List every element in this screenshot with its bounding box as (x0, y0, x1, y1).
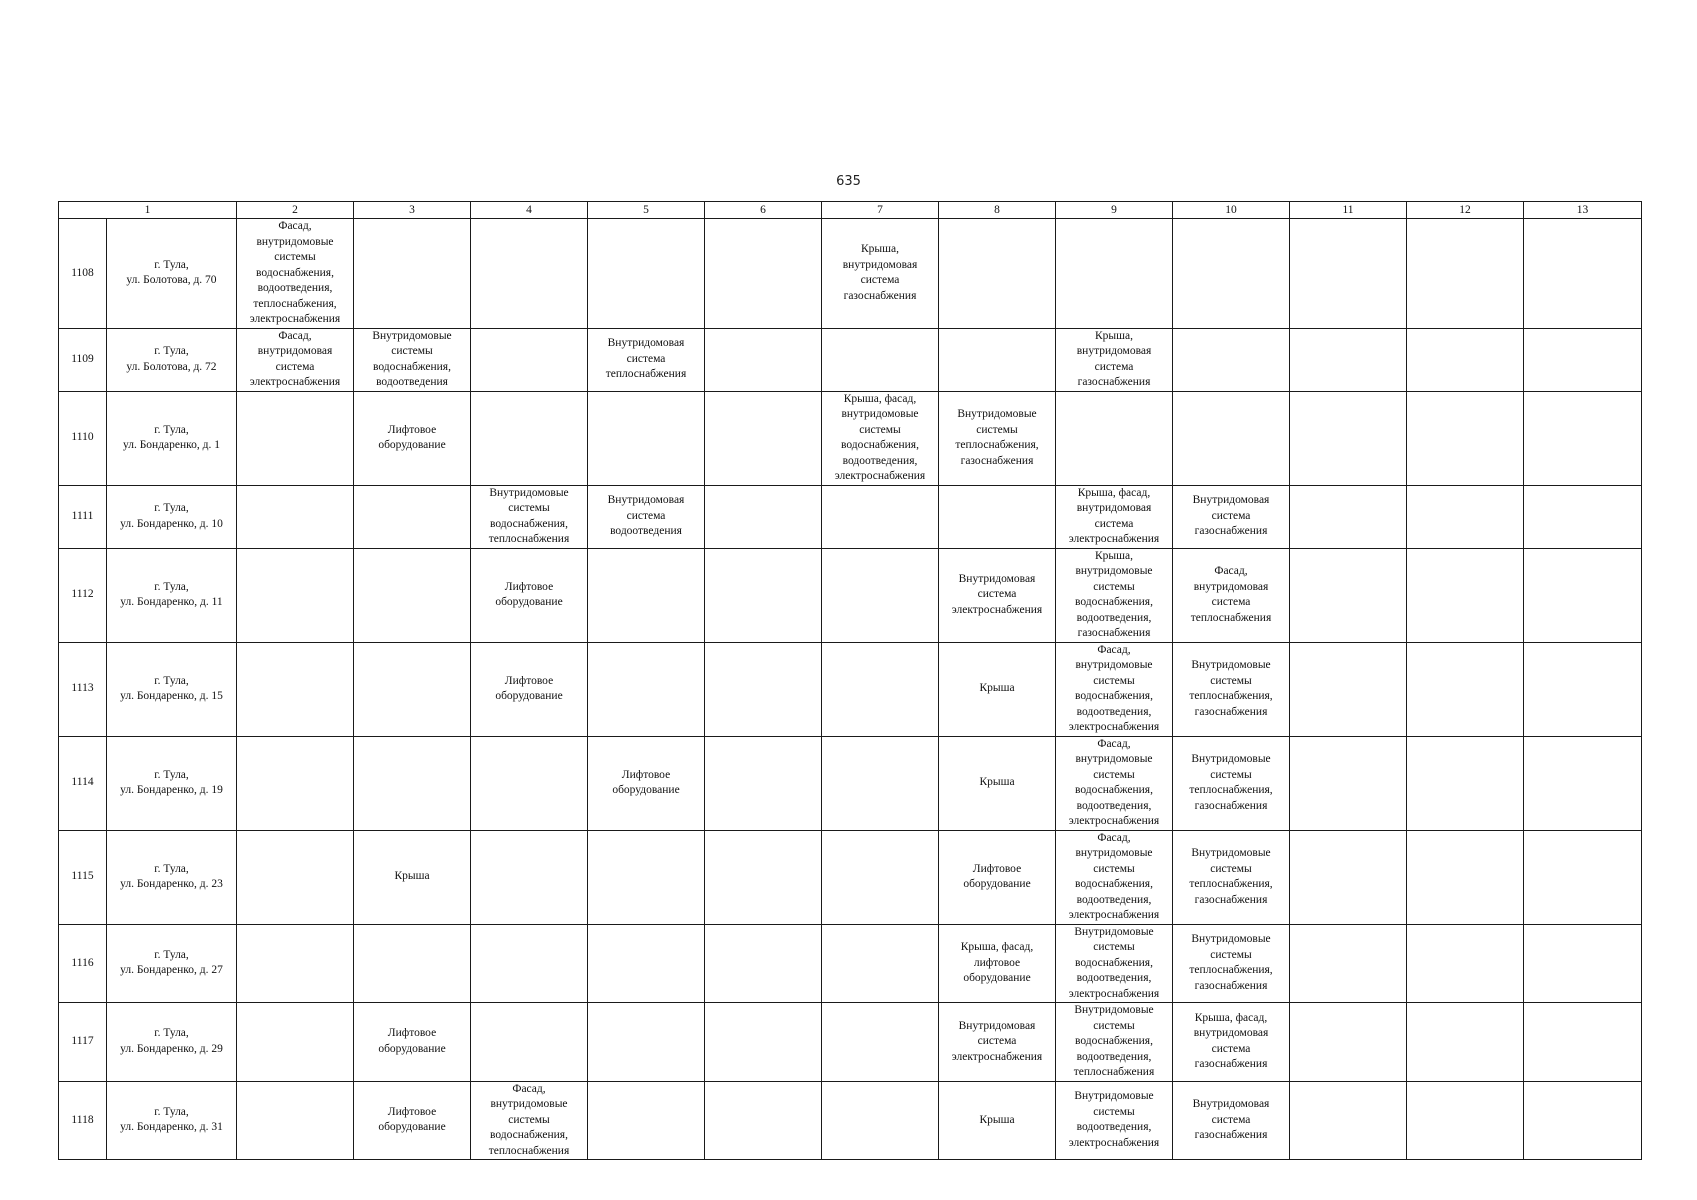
row-number-cell (59, 924, 107, 1003)
work-type-cell (1407, 391, 1524, 485)
work-type-cell (237, 736, 354, 830)
work-type-cell (471, 548, 588, 642)
cell-text: Внутридомовые системы водоснабжения, водоотведения, электроснабжения (1068, 925, 1160, 1000)
cell-text: Лифтовое оборудование (495, 580, 563, 608)
work-type-cell (939, 548, 1056, 642)
work-type-cell (354, 1081, 471, 1160)
work-type-cell (705, 485, 822, 548)
address-cell (107, 548, 237, 642)
cell-text: Крыша (979, 1113, 1015, 1126)
cell-text: Внутридомовые системы водоотведения, электроснабжения (1068, 1090, 1160, 1149)
work-type-cell (1524, 391, 1642, 485)
work-type-cell (471, 485, 588, 548)
work-type-cell (822, 924, 939, 1003)
table-row (59, 1081, 1642, 1160)
work-type-cell (354, 485, 471, 548)
work-type-cell (1524, 1081, 1642, 1160)
cell-text: г. Тула, ул. Бондаренко, д. 10 (120, 502, 223, 530)
work-type-cell (1407, 328, 1524, 391)
cell-text: г. Тула, ул. Бондаренко, д. 31 (120, 1105, 223, 1134)
work-type-cell (354, 1003, 471, 1082)
cell-text: Фасад, внутридомовые системы водоснабжения, водоотведения, электроснабжения (1068, 737, 1160, 827)
cell-text: Крыша (394, 870, 430, 883)
work-type-cell (237, 485, 354, 548)
work-type-cell (471, 736, 588, 830)
table-row (59, 548, 1642, 642)
cell-text: Фасад, внутридомовая система теплоснабжения (1190, 565, 1272, 624)
work-type-cell (822, 219, 939, 329)
work-type-cell (1524, 328, 1642, 391)
cell-text: 1115 (71, 870, 94, 883)
work-type-cell (1524, 1003, 1642, 1082)
work-type-cell (1524, 548, 1642, 642)
work-type-cell (822, 1003, 939, 1082)
cell-text: г. Тула, ул. Болотова, д. 70 (126, 258, 217, 287)
work-type-cell (1524, 485, 1642, 548)
column-header: 1 (59, 202, 237, 219)
column-header: 10 (1173, 202, 1290, 219)
cell-text: Лифтовое оборудование (495, 674, 563, 702)
work-type-cell (1056, 924, 1173, 1003)
work-type-cell (1407, 830, 1524, 924)
work-type-cell (1173, 830, 1290, 924)
address-cell (107, 328, 237, 391)
row-number-cell (59, 642, 107, 736)
cell-text: Крыша, внутридомовая система газоснабжения (842, 243, 918, 302)
work-type-cell (1290, 485, 1407, 548)
work-type-cell (939, 219, 1056, 329)
address-cell (107, 830, 237, 924)
work-type-cell (1524, 736, 1642, 830)
work-type-cell (354, 642, 471, 736)
cell-text: 1110 (71, 431, 94, 444)
cell-text: г. Тула, ул. Бондаренко, д. 1 (122, 423, 221, 451)
column-header: 4 (471, 202, 588, 219)
cell-text: Внутридомовые системы водоснабжения, водоотведения, теплоснабжения (1073, 1004, 1155, 1078)
work-type-cell (822, 1081, 939, 1160)
work-type-cell (1056, 391, 1173, 485)
cell-text: Внутридомовая система электроснабжения (951, 1019, 1043, 1063)
work-type-cell (1524, 219, 1642, 329)
work-type-cell (939, 830, 1056, 924)
work-type-cell (822, 485, 939, 548)
work-type-cell (822, 830, 939, 924)
cell-text: Крыша, внутридомовые системы водоснабжения, водоотведения, газоснабжения (1075, 549, 1153, 639)
cell-text: г. Тула, ул. Бондаренко, д. 29 (120, 1027, 223, 1055)
row-number-cell (59, 485, 107, 548)
row-number-cell (59, 736, 107, 830)
table-row (59, 485, 1642, 548)
work-type-cell (822, 736, 939, 830)
table-row (59, 1003, 1642, 1082)
work-type-cell (1524, 924, 1642, 1003)
table-row (59, 391, 1642, 485)
cell-text: Лифтовое оборудование (378, 423, 446, 451)
work-type-cell (939, 485, 1056, 548)
column-header: 7 (822, 202, 939, 219)
cell-text: 1117 (71, 1035, 94, 1047)
work-type-cell (1290, 1003, 1407, 1082)
cell-text: Крыша, внутридомовая система газоснабжения (1076, 329, 1152, 388)
work-type-cell (588, 736, 705, 830)
cell-text: Фасад, внутридомовые системы водоснабжения, теплоснабжения (488, 1082, 570, 1157)
cell-text: Крыша, фасад, внутридомовая система газоснабжения (1193, 1011, 1269, 1071)
work-type-cell (1290, 219, 1407, 329)
work-type-cell (471, 924, 588, 1003)
work-type-cell (1290, 548, 1407, 642)
work-type-cell (588, 548, 705, 642)
work-type-cell (1173, 642, 1290, 736)
cell-text: Фасад, внутридомовые системы водоснабжения, водоотведения, электроснабжения (1068, 643, 1160, 733)
work-type-cell (1173, 328, 1290, 391)
address-cell (107, 391, 237, 485)
work-type-cell (822, 548, 939, 642)
work-type-cell (939, 1003, 1056, 1082)
cell-text: Внутридомовые системы теплоснабжения, газоснабжения (1189, 933, 1273, 992)
work-type-cell (1056, 328, 1173, 391)
header-row (59, 202, 1642, 219)
work-type-cell (354, 548, 471, 642)
cell-text: 1114 (71, 776, 94, 789)
work-type-cell (1407, 1081, 1524, 1160)
cell-text: г. Тула, ул. Бондаренко, д. 11 (120, 580, 223, 608)
work-type-cell (1407, 548, 1524, 642)
cell-text: Внутридомовая система теплоснабжения (605, 337, 687, 381)
cell-text: Внутридомовые системы теплоснабжения, газоснабжения (1189, 659, 1273, 718)
work-type-cell (471, 391, 588, 485)
work-type-cell (1173, 1081, 1290, 1160)
work-type-cell (1056, 485, 1173, 548)
work-type-cell (705, 219, 822, 329)
work-type-cell (1290, 642, 1407, 736)
cell-text: Фасад, внутридомовая система электроснабжения (249, 329, 341, 388)
cell-text: 1111 (71, 509, 94, 522)
cell-text: 1118 (71, 1113, 94, 1126)
table-row (59, 736, 1642, 830)
table-row (59, 328, 1642, 391)
work-type-cell (822, 391, 939, 485)
cell-text: г. Тула, ул. Бондаренко, д. 15 (120, 674, 223, 702)
cell-text: г. Тула, ул. Болотова, д. 72 (126, 345, 217, 373)
work-type-cell (1056, 736, 1173, 830)
work-type-cell (1407, 736, 1524, 830)
work-type-cell (237, 219, 354, 329)
work-type-cell (471, 1081, 588, 1160)
column-header: 8 (939, 202, 1056, 219)
work-type-cell (705, 1081, 822, 1160)
work-type-cell (471, 830, 588, 924)
work-type-cell (1290, 391, 1407, 485)
cell-text: Крыша (979, 682, 1015, 695)
work-type-cell (1290, 736, 1407, 830)
cell-text: Лифтовое оборудование (612, 768, 680, 796)
cell-text: Лифтовое оборудование (963, 862, 1031, 890)
work-type-cell (939, 328, 1056, 391)
work-type-cell (471, 1003, 588, 1082)
cell-text: Внутридомовые системы теплоснабжения, газоснабжения (955, 408, 1039, 467)
column-header: 6 (705, 202, 822, 219)
cell-text: 1113 (71, 682, 94, 695)
work-type-cell (1407, 219, 1524, 329)
work-type-cell (354, 736, 471, 830)
work-type-cell (939, 924, 1056, 1003)
cell-text: Внутридомовая система водоотведения (607, 494, 685, 538)
work-type-cell (237, 391, 354, 485)
work-type-cell (588, 391, 705, 485)
work-type-cell (588, 1003, 705, 1082)
column-header: 11 (1290, 202, 1407, 219)
work-type-cell (1290, 1081, 1407, 1160)
work-type-cell (939, 642, 1056, 736)
cell-text: 1109 (71, 352, 94, 365)
work-type-cell (939, 736, 1056, 830)
cell-text: г. Тула, ул. Бондаренко, д. 27 (120, 948, 223, 977)
work-type-cell (588, 328, 705, 391)
work-type-cell (471, 328, 588, 391)
work-type-cell (822, 642, 939, 736)
cell-text: Внутридомовые системы теплоснабжения, газоснабжения (1189, 847, 1273, 906)
work-type-cell (705, 328, 822, 391)
work-type-cell (471, 642, 588, 736)
work-type-cell (1056, 1003, 1173, 1082)
table-row (59, 924, 1642, 1003)
work-type-cell (1290, 924, 1407, 1003)
cell-text: Внутридомовые системы водоснабжения, водоотведения (372, 329, 452, 388)
work-type-cell (354, 219, 471, 329)
cell-text: Крыша, фасад, внутридомовая система электроснабжения (1068, 486, 1160, 545)
work-type-cell (1173, 736, 1290, 830)
work-type-cell (1173, 219, 1290, 329)
cell-text: 1108 (71, 266, 94, 279)
work-type-cell (237, 830, 354, 924)
work-type-cell (939, 391, 1056, 485)
cell-text: Внутридомовая система газоснабжения (1192, 1098, 1270, 1141)
cell-text: Внутридомовые системы теплоснабжения, газоснабжения (1189, 753, 1273, 812)
work-type-cell (1407, 642, 1524, 736)
work-type-cell (1056, 548, 1173, 642)
work-type-cell (705, 924, 822, 1003)
work-type-cell (1173, 924, 1290, 1003)
work-type-cell (1056, 219, 1173, 329)
work-type-cell (1056, 642, 1173, 736)
cell-text: Внутридомовая система газоснабжения (1192, 494, 1270, 538)
work-type-cell (1173, 548, 1290, 642)
work-type-cell (705, 736, 822, 830)
work-type-cell (1407, 1003, 1524, 1082)
address-cell (107, 736, 237, 830)
work-type-cell (588, 219, 705, 329)
work-type-cell (1524, 642, 1642, 736)
table-row (59, 642, 1642, 736)
work-type-cell (588, 642, 705, 736)
cell-text: г. Тула, ул. Бондаренко, д. 19 (120, 768, 223, 796)
work-type-cell (1173, 391, 1290, 485)
work-type-cell (588, 924, 705, 1003)
work-type-cell (705, 642, 822, 736)
work-type-cell (1407, 924, 1524, 1003)
column-header: 13 (1524, 202, 1642, 219)
cell-text: Крыша, фасад, лифтовое оборудование (960, 941, 1034, 984)
work-type-cell (1290, 830, 1407, 924)
cell-text: Внутридомовые системы водоснабжения, теплоснабжения (488, 486, 570, 545)
column-header: 12 (1407, 202, 1524, 219)
page-number: 635 (836, 174, 861, 189)
address-cell (107, 1081, 237, 1160)
work-type-cell (237, 1081, 354, 1160)
row-number-cell (59, 391, 107, 485)
cell-text: 1112 (71, 588, 94, 601)
repair-schedule-table (58, 201, 1642, 1160)
address-cell (107, 219, 237, 329)
address-cell (107, 642, 237, 736)
table-row (59, 830, 1642, 924)
cell-text: Крыша, фасад, внутридомовые системы водоснабжения, водоотведения, электроснабжения (834, 392, 926, 482)
work-type-cell (354, 830, 471, 924)
work-type-cell (237, 1003, 354, 1082)
row-number-cell (59, 1003, 107, 1082)
cell-text: Внутридомовая система электроснабжения (951, 572, 1043, 616)
column-header: 3 (354, 202, 471, 219)
work-type-cell (705, 391, 822, 485)
work-type-cell (354, 328, 471, 391)
cell-text: Лифтовое оборудование (378, 1027, 446, 1055)
work-type-cell (939, 1081, 1056, 1160)
work-type-cell (354, 924, 471, 1003)
column-header: 9 (1056, 202, 1173, 219)
column-header: 5 (588, 202, 705, 219)
work-type-cell (1290, 328, 1407, 391)
cell-text: 1116 (71, 956, 94, 969)
cell-text: Фасад, внутридомовые системы водоснабжения, водоотведения, теплоснабжения, электроснабжения (249, 220, 341, 325)
address-cell (107, 924, 237, 1003)
work-type-cell (1173, 485, 1290, 548)
work-type-cell (822, 328, 939, 391)
work-type-cell (237, 924, 354, 1003)
work-type-cell (588, 485, 705, 548)
row-number-cell (59, 548, 107, 642)
work-type-cell (1056, 1081, 1173, 1160)
column-header: 2 (237, 202, 354, 219)
cell-text: Фасад, внутридомовые системы водоснабжения, водоотведения, электроснабжения (1068, 831, 1160, 921)
work-type-cell (237, 328, 354, 391)
row-number-cell (59, 328, 107, 391)
cell-text: Лифтовое оборудование (378, 1105, 446, 1134)
cell-text: Крыша (979, 776, 1015, 789)
work-type-cell (237, 548, 354, 642)
row-number-cell (59, 1081, 107, 1160)
work-type-cell (1173, 1003, 1290, 1082)
work-type-cell (588, 1081, 705, 1160)
work-type-cell (705, 548, 822, 642)
address-cell (107, 485, 237, 548)
work-type-cell (1407, 485, 1524, 548)
work-type-cell (1056, 830, 1173, 924)
work-type-cell (1524, 830, 1642, 924)
row-number-cell (59, 830, 107, 924)
work-type-cell (705, 1003, 822, 1082)
address-cell (107, 1003, 237, 1082)
work-type-cell (354, 391, 471, 485)
work-type-cell (471, 219, 588, 329)
cell-text: г. Тула, ул. Бондаренко, д. 23 (120, 862, 223, 890)
row-number-cell (59, 219, 107, 329)
work-type-cell (705, 830, 822, 924)
table-row (59, 219, 1642, 329)
work-type-cell (237, 642, 354, 736)
work-type-cell (588, 830, 705, 924)
